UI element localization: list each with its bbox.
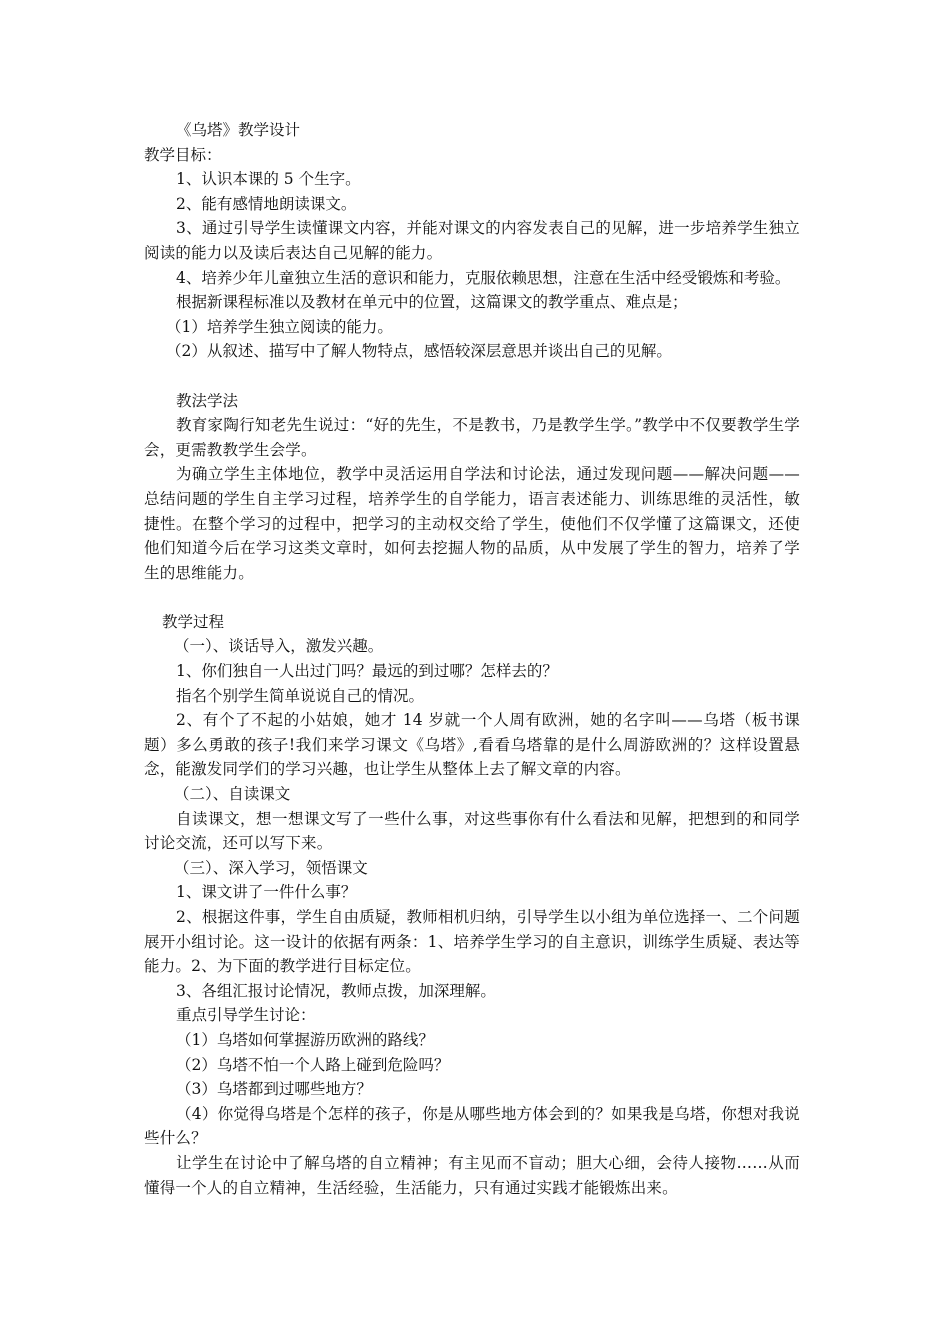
step3-question-3: 3、各组汇报讨论情况，教师点拨，加深理解。 (176, 981, 496, 1000)
document-page (144, 118, 800, 1200)
step3-heading: （三）、深入学习，领悟课文 (174, 858, 368, 877)
discuss-item-3: （3）乌塔都到过哪些地方？ (176, 1080, 372, 1099)
goal-item-1: 1、认识本课的 5 个生字。 (176, 170, 361, 189)
step1-question: 1、你们独自一人出过门吗？最远的到过哪？怎样去的？ (176, 662, 558, 681)
step3-question-1: 1、课文讲了一件什么事？ (176, 883, 357, 902)
method-paragraph-1: 教育家陶行知老先生说过：“好的先生，不是教书，乃是教学生学。”教学中不仅要教学生学会，更需教教学生会学。 (144, 416, 800, 459)
goal-item-4: 4、培养少年儿童独立生活的意识和能力，克服依赖思想，注意在生活中经受锻炼和考验。 (176, 268, 791, 287)
discuss-item-4: （4）你觉得乌塔是个怎样的孩子，你是从哪些地方体会到的？如果我是乌塔，你想对我说些什么？ (144, 1104, 800, 1148)
step1-heading: （一）、谈话导入，激发兴趣。 (174, 637, 384, 656)
step3-question-2: 2、根据这件事，学生自由质疑，教师相机归纳，引导学生以小组为单位选择一、二个问题展开小组讨论。这一设计的依据有两条：1、培养学生学习的自主意识，训练学生质疑、表达等能力。2、为下面的教学进行目标定位。 (144, 908, 800, 976)
step2-paragraph: 自读课文，想一想课文写了一些什么事，对这些事你有什么看法和见解，把想到的和同学讨论交流，还可以写下来。 (144, 809, 800, 853)
step1-paragraph-2: 2、有个了不起的小姑娘，她才 14 岁就一个人周有欧洲，她的名字叫——乌塔（板书课题）多么勇敢的孩子!我们来学习课文《乌塔》,看看乌塔靠的是什么周游欧洲的？这样设置悬念，能激发同学们的学习兴趣，也让学生从整体上去了解文章的内容。 (144, 711, 800, 779)
method-heading: 教法学法 (176, 391, 239, 410)
focus-item-2: （2）从叙述、描写中了解人物特点，感悟较深层意思并谈出自己的见解。 (166, 342, 672, 361)
discuss-intro: 重点引导学生讨论： (176, 1006, 316, 1025)
method-paragraph-2: 为确立学生主体地位，教学中灵活运用自学法和讨论法，通过发现问题——解决问题——总结问题的学生自主学习过程，培养学生的自学能力，语言表述能力、训练思维的灵活性，敏捷性。在整个学习的过程中，把学习的主动权交给了学生，使他们不仅学懂了这篇课文，还使他们知道今后在学习这类文章时，如何去挖掘人物的品质，从中发展了学生的智力，培养了学生的思维能力。 (144, 465, 800, 582)
process-heading: 教学过程 (162, 612, 225, 631)
goals-heading: 教学目标： (144, 145, 222, 164)
spacer (144, 364, 800, 389)
discuss-item-2: （2）乌塔不怕一个人路上碰到危险吗？ (176, 1055, 450, 1074)
conclusion-paragraph: 让学生在讨论中了解乌塔的自立精神；有主见而不盲动；胆大心细，会待人接物……从而懂得一个人的自立精神，生活经验，生活能力，只有通过实践才能锻炼出来。 (144, 1153, 800, 1197)
focus-intro: 根据新课程标准以及教材在单元中的位置，这篇课文的教学重点、难点是； (176, 293, 688, 312)
goal-item-3: 3、通过引导学生读懂课文内容，并能对课文的内容发表自己的见解，进一步培养学生独立阅读的能力以及读后表达自己见解的能力。 (144, 219, 800, 262)
focus-item-1: （1）培养学生独立阅读的能力。 (166, 317, 393, 336)
step2-heading: （二）、自读课文 (174, 785, 291, 804)
spacer (144, 585, 800, 610)
step1-note: 指名个别学生简单说说自己的情况。 (176, 686, 425, 705)
discuss-item-1: （1）乌塔如何掌握游历欧洲的路线？ (176, 1030, 434, 1049)
goal-item-2: 2、能有感情地朗读课文。 (176, 194, 357, 213)
document-title: 《乌塔》教学设计 (176, 121, 301, 139)
